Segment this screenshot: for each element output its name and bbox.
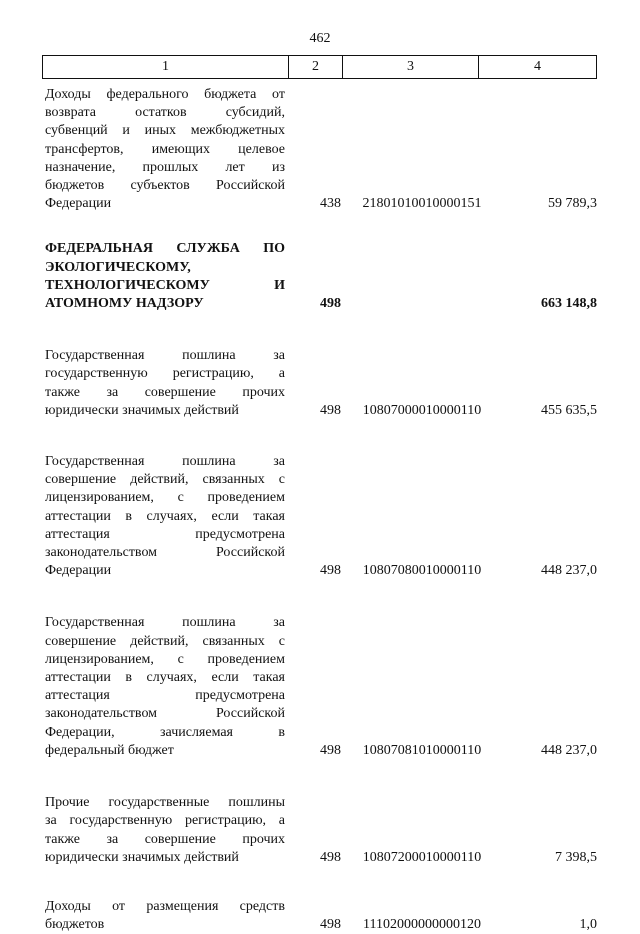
row-amount: 455 635,5 [541,402,597,418]
description-line: Государственная пошлина за [45,454,285,470]
row-admin-code: 498 [320,296,341,312]
description-line: аттестация предусмотрена [45,526,285,542]
description-line: бюджетов [45,917,105,933]
table-row [45,614,597,760]
row-amount: 663 148,8 [541,296,597,312]
description-line: Государственная пошлина за [45,615,285,631]
row-description [45,86,285,213]
description-line: трансфертов, имеющих целевое [45,141,285,157]
description-line: также за совершение прочих [45,384,285,400]
description-line: законодательством Российской [45,545,285,561]
table-row [45,453,597,580]
row-description [45,240,285,313]
row-amount: 448 237,0 [541,563,597,579]
table-row [45,240,597,313]
description-line: ТЕХНОЛОГИЧЕСКОМУ И [45,277,285,293]
row-classification-code: 10807081010000110 [362,742,482,758]
description-line: Доходы от размещения средств [45,898,285,914]
description-line: юридически значимых действий [45,849,239,865]
row-admin-code: 498 [320,917,341,933]
description-line: Прочие государственные пошлины [45,795,285,811]
description-line: государственную регистрацию, а [45,366,285,382]
description-line: совершение действий, связанных с [45,633,285,649]
table-row [45,86,597,213]
description-line: федеральный бюджет [45,742,174,758]
description-line: бюджетов субъектов Российской [45,178,285,194]
column-3-header: 3 [343,56,479,79]
row-description [45,898,285,934]
row-admin-code: 498 [320,402,341,418]
description-line: назначение, прошлых лет из [45,159,285,175]
description-line: также за совершение прочих [45,831,285,847]
description-line: аттестации в случаях, если такая [45,670,285,686]
table-body [45,86,597,934]
row-amount: 7 398,5 [555,849,597,865]
row-classification-code: 10807000010000110 [362,402,482,418]
row-amount: 59 789,3 [548,196,597,212]
table-row [45,794,597,867]
description-line: Федерации [45,196,112,212]
description-line: ФЕДЕРАЛЬНАЯ СЛУЖБА ПО [45,241,285,257]
description-line: Доходы федерального бюджета от [45,87,285,102]
row-classification-code: 21801010010000151 [362,196,482,212]
description-line: АТОМНОМУ НАДЗОРУ [45,296,204,312]
table-header [42,55,597,79]
row-admin-code: 498 [320,849,341,865]
column-2-header: 2 [289,56,343,79]
row-admin-code: 498 [320,563,341,579]
description-line: Государственная пошлина за [45,348,285,364]
column-1-header: 1 [43,56,289,79]
description-line: возврата остатков субсидий, [45,105,285,121]
column-4-header: 4 [479,56,597,79]
description-line: совершение действий, связанных с [45,472,285,488]
description-line: аттестация предусмотрена [45,688,285,704]
page-number: 462 [309,31,331,46]
description-line: ЭКОЛОГИЧЕСКОМУ, [45,259,191,275]
description-line: лицензированием, с проведением [45,490,285,506]
description-line: законодательством Российской [45,706,285,722]
row-classification-code: 11102000000000120 [363,917,481,933]
row-classification-code: 10807200010000110 [362,849,482,865]
description-line: Федерации [45,563,112,579]
description-line: лицензированием, с проведением [45,651,285,667]
row-description [45,347,285,420]
row-amount: 448 237,0 [541,742,597,758]
row-amount: 1,0 [579,917,597,933]
row-classification-code: 10807080010000110 [362,563,482,579]
description-line: аттестации в случаях, если такая [45,508,285,524]
table-row [45,347,597,420]
description-line: Федерации, зачисляемая в [45,724,285,740]
description-line: за государственную регистрацию, а [45,813,285,829]
description-line: субвенций и иных межбюджетных [45,123,285,139]
row-description [45,794,285,867]
table-row [45,898,597,934]
row-admin-code: 498 [320,742,341,758]
description-line: юридически значимых действий [45,402,239,418]
row-description [45,614,285,760]
row-admin-code: 438 [320,196,341,212]
row-description [45,453,285,580]
